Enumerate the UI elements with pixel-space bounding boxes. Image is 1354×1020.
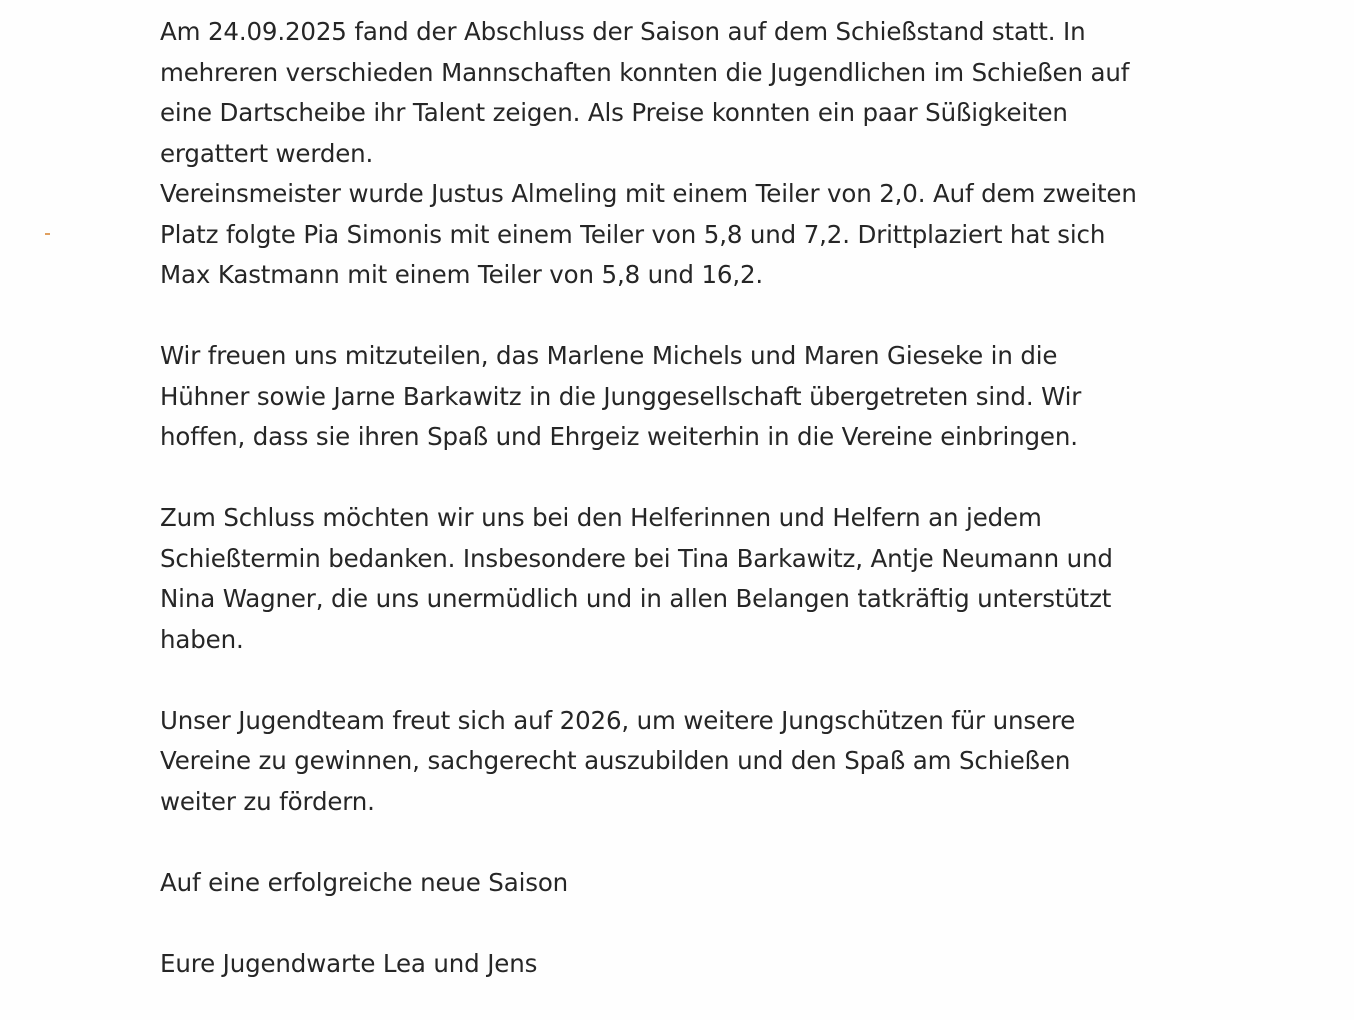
text-line: Zum Schluss möchten wir uns bei den Helferinnen und Helfern an jedem <box>160 503 1042 532</box>
text-line: Hühner sowie Jarne Barkawitz in die Junggesellschaft übergetreten sind. Wir <box>160 381 1082 411</box>
paragraph-season-results <box>160 12 1230 296</box>
text-line: hoffen, dass sie ihren Spaß und Ehrgeiz weiterhin in die Vereine einbringen. <box>160 422 1078 451</box>
signature-line <box>160 944 1230 985</box>
text-line: ergattert werden. <box>160 138 374 168</box>
text-line: Am 24.09.2025 fand der Abschluss der Saison auf dem Schießstand statt. In <box>160 17 1086 46</box>
text-line: eine Dartscheibe ihr Talent zeigen. Als Preise konnten ein paar Süßigkeiten <box>160 98 1068 127</box>
text-line: Unser Jugendteam freut sich auf 2026, um weitere Jungschützen für unsere <box>160 705 1076 735</box>
paragraph-gap <box>160 903 1230 944</box>
text-line: Max Kastmann mit einem Teiler von 5,8 und 16,2. <box>160 260 764 289</box>
text-line: Wir freuen uns mitzuteilen, das Marlene Michels und Maren Gieseke in die <box>160 341 1058 370</box>
text-line: Platz folgte Pia Simonis mit einem Teiler von 5,8 und 7,2. Drittplaziert hat sich <box>160 219 1106 249</box>
scan-speck <box>45 233 50 235</box>
paragraph-gap <box>160 296 1230 337</box>
text-line: weiter zu fördern. <box>160 786 375 816</box>
paragraph-gap <box>160 458 1230 499</box>
text-line: Nina Wagner, die uns unermüdlich und in allen Belangen tatkräftig unterstützt <box>160 584 1112 613</box>
letter-body <box>160 12 1230 984</box>
closing-wish <box>160 863 1230 904</box>
text-line: Schießtermin bedanken. Insbesondere bei Tina Barkawitz, Antje Neumann und <box>160 543 1113 573</box>
paragraph-outlook <box>160 701 1230 823</box>
text-line: haben. <box>160 624 244 654</box>
paragraph-gap <box>160 660 1230 701</box>
paragraph-transfers <box>160 336 1230 458</box>
paragraph-thanks <box>160 498 1230 660</box>
paragraph-gap <box>160 822 1230 863</box>
text-line: Vereine zu gewinnen, sachgerecht auszubilden und den Spaß am Schießen <box>160 746 1071 775</box>
text-line: Vereinsmeister wurde Justus Almeling mit einem Teiler von 2,0. Auf dem zweiten <box>160 179 1137 208</box>
text-line: Auf eine erfolgreiche neue Saison <box>160 867 569 897</box>
text-line: Eure Jugendwarte Lea und Jens <box>160 948 538 978</box>
text-line: mehreren verschieden Mannschaften konnten die Jugendlichen im Schießen auf <box>160 57 1130 87</box>
